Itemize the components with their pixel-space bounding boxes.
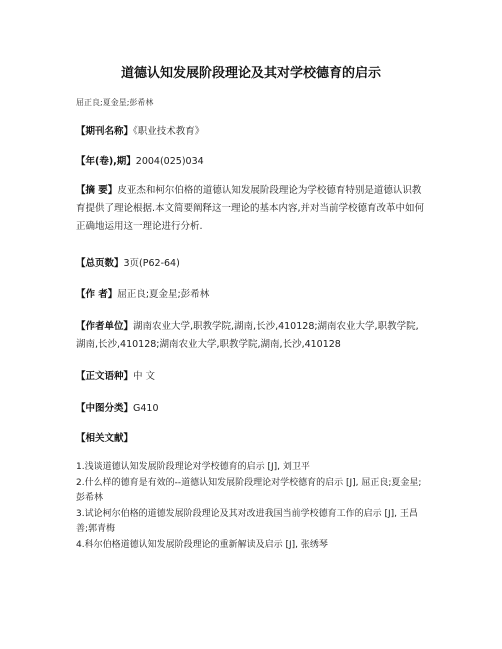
list-item: 4.科尔伯格道德认知发展阶段理论的重新解读及启示 [J], 张绣琴 [76, 539, 328, 550]
list-item: 1.浅谈道德认知发展阶段理论对学校德育的启示 [J], 刘卫平 [76, 462, 310, 472]
field-journal [76, 123, 428, 141]
field-value: 皮亚杰和柯尔伯格的道德认知发展阶段理论为学校德育特别是道德认识教育提供了理论根据.本文简要阐释这一理论的基本内容,并对当前学校德育改革中如何正确地运用这一理论进行分析. [76, 185, 425, 232]
list-item: 2.什么样的德育是有效的--道德认知发展阶段理论对学校德育的启示 [J], 屈正良;夏金星;彭希林 [76, 477, 422, 503]
field-language [76, 368, 428, 386]
field-classification [76, 400, 428, 418]
field-label: 【总页数】 [76, 258, 124, 269]
field-value: 2004(025)034 [135, 156, 204, 167]
field-value: 屈正良;夏金星;彭希林 [117, 289, 210, 300]
field-value: 湖南农业大学,职教学院,湖南,长沙,410128;湖南农业大学,职教学院,湖南,长沙,410128;湖南农业大学,职教学院,湖南,长沙,410128 [76, 321, 419, 350]
document-title: 道德认知发展阶段理论及其对学校德育的启示 [120, 66, 381, 81]
field-label: 【期刊名称】 [76, 126, 134, 137]
field-authors [76, 286, 428, 304]
field-pages [76, 255, 428, 273]
field-value: 3页(P62-64) [123, 258, 180, 269]
field-affiliation [76, 318, 428, 354]
related-docs-list [76, 460, 428, 553]
authors-line: 屈正良;夏金星;彭希林 [76, 98, 154, 107]
list-item: 3.试论柯尔伯格的道德发展阶段理论及其对改进我国当前学校德育工作的启示 [J], 王昌善;郭青梅 [76, 508, 418, 534]
field-value: G410 [133, 403, 159, 414]
field-value: 中 文 [133, 371, 156, 382]
field-label: 【摘 要】 [76, 185, 118, 196]
field-year-issue [76, 153, 428, 171]
field-label: 【作 者】 [76, 289, 118, 300]
field-label: 【作者单位】 [76, 321, 134, 332]
field-abstract [76, 182, 428, 236]
field-label: 【中图分类】 [76, 403, 134, 414]
field-label: 【年(卷),期】 [76, 156, 136, 167]
field-label: 【相关文献】 [76, 433, 134, 444]
field-value: 《职业技术教育》 [133, 126, 205, 137]
field-label: 【正文语种】 [76, 371, 134, 382]
field-related-heading [76, 430, 428, 448]
